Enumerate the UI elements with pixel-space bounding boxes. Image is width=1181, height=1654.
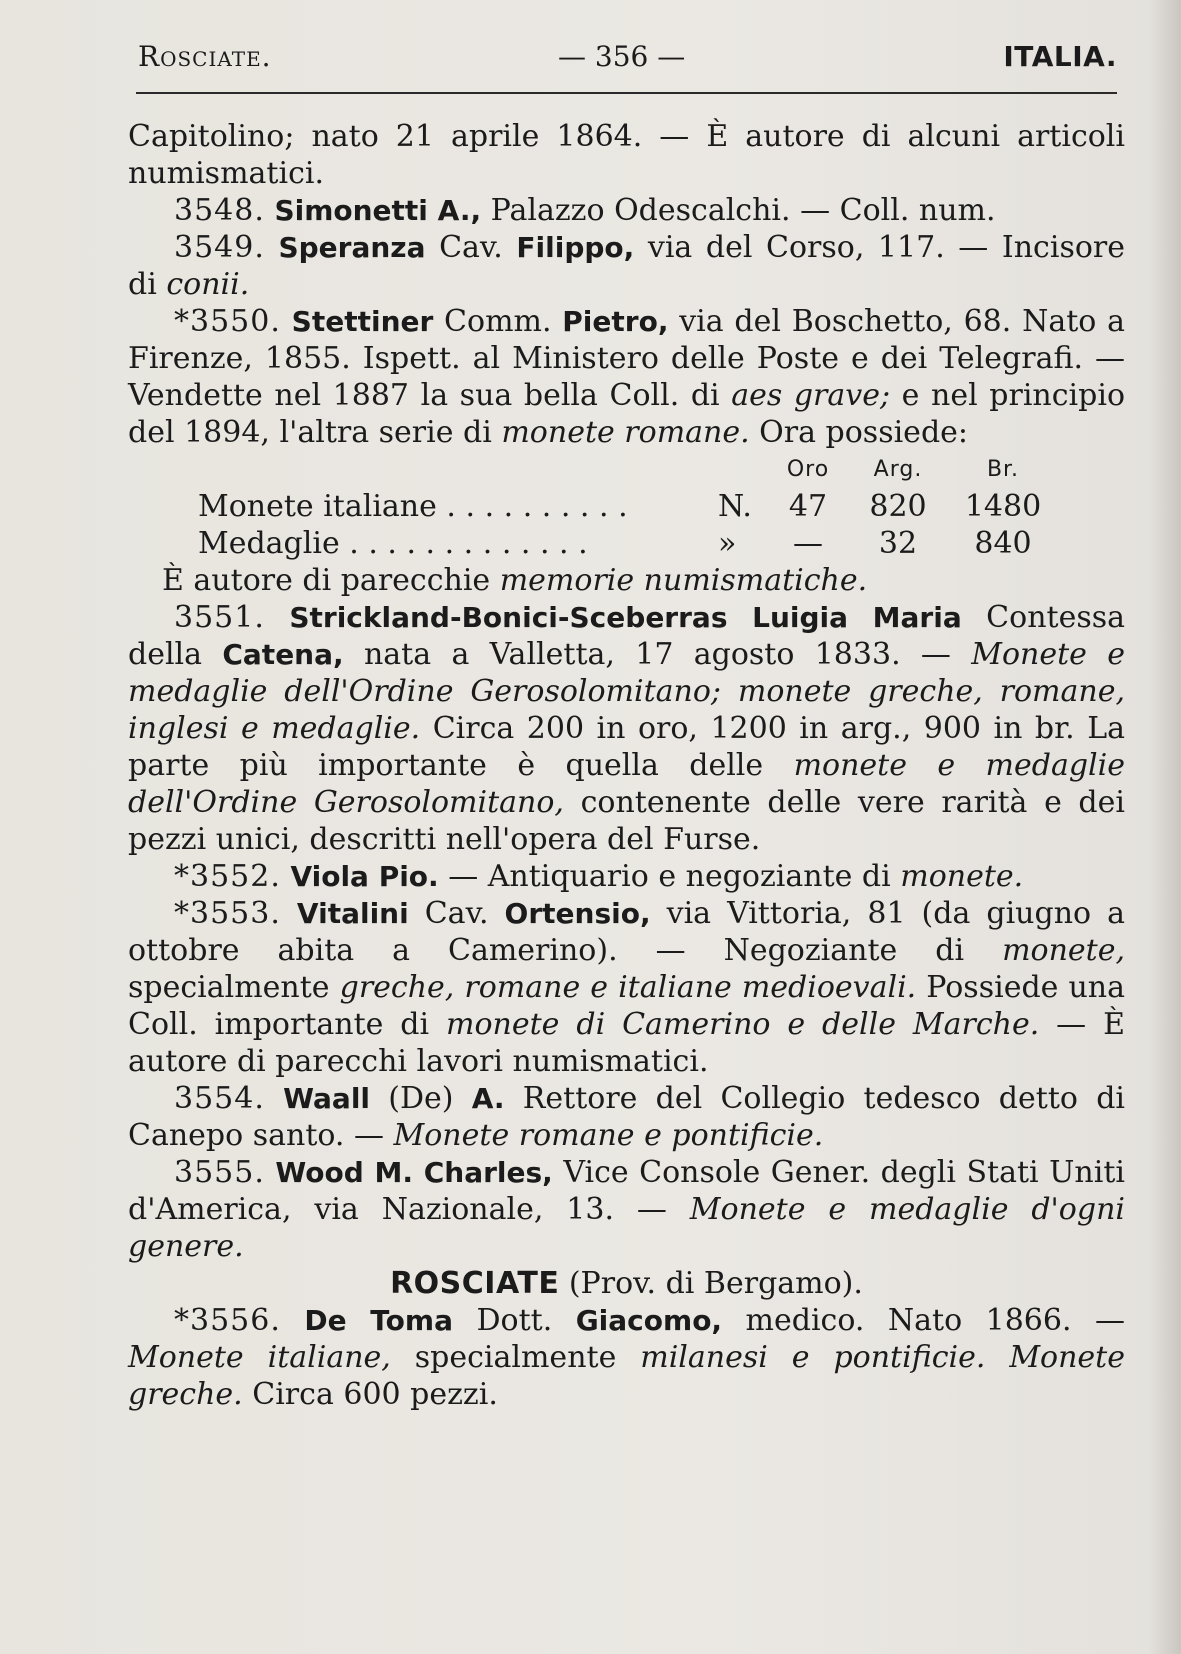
row-prefix: »	[718, 526, 737, 561]
entry-name: Filippo,	[516, 231, 635, 264]
continued-text: Capitolino; nato 21 aprile 1864. — È autore di alcuni articoli numismatici.	[128, 119, 1125, 191]
page-body	[128, 118, 1125, 1413]
entry-name: Waall	[283, 1082, 371, 1115]
entry-title: Comm.	[433, 304, 563, 339]
entry-text: medico. Nato 1866. —	[722, 1303, 1125, 1338]
entry-text: Circa 200 in oro, 1200 in arg., 900 in br. La parte più importante è quella delle	[128, 711, 1126, 783]
entry-number: *3552.	[174, 859, 281, 894]
entry-italic: Monete romane e pontificie.	[393, 1118, 824, 1153]
entry-text: Possiede una Coll. importante di	[128, 970, 1125, 1042]
entry-text: nata a Valletta, 17 agosto 1833. —	[343, 637, 972, 672]
table-row	[198, 488, 1053, 525]
entry-italic: monete di Camerino e delle Marche.	[446, 1007, 1040, 1042]
entry-name: Speranza	[278, 231, 426, 264]
entry-name: Giacomo,	[575, 1304, 723, 1337]
entry-italic: Monete e medaglie d'ogni genere.	[128, 1192, 1125, 1264]
entry-name: Strickland-Bonici-Sceberras Luigia Maria	[289, 601, 962, 634]
entry-number: 3551.	[174, 600, 265, 635]
section-subtitle: (Prov. di Bergamo).	[559, 1266, 863, 1301]
entry-number: 3549.	[174, 230, 265, 265]
entry-name: A.	[471, 1082, 505, 1115]
entry-number: 3554.	[174, 1081, 265, 1116]
entry-text: via del Boschetto, 68. Nato a Firenze, 1855. Ispett. al Ministero delle Poste e dei Telegrafi. — Vendette nel 1887 la sua bella Coll. di	[128, 304, 1125, 413]
entry-name: Ortensio,	[504, 897, 651, 930]
section-title: ROSCIATE	[390, 1266, 560, 1301]
header-right: ITALIA.	[1003, 40, 1117, 73]
entry-name: Viola Pio.	[290, 860, 439, 893]
running-header	[138, 40, 1117, 84]
entry-name: Simonetti A.,	[274, 194, 482, 227]
entry-3549	[128, 229, 1125, 303]
entry-number: *3550.	[174, 304, 281, 339]
col-header-br: Br.	[986, 457, 1020, 482]
header-rule	[136, 92, 1117, 94]
entry-text: via Vittoria, 81 (da giugno a ottobre abita a Camerino). — Negoziante di	[128, 896, 1125, 968]
entry-3552	[128, 858, 1125, 895]
entry-number: 3555.	[174, 1155, 265, 1190]
section-heading	[128, 1265, 1125, 1302]
entry-text: — È autore di parecchi lavori numismatici.	[128, 1007, 1125, 1079]
entry-text: via del Corso, 117. — Incisore di	[128, 230, 1125, 302]
entry-3554	[128, 1080, 1125, 1154]
entry-italic: Monete italiane,	[128, 1340, 391, 1375]
cell-br: 840	[974, 526, 1032, 561]
entry-title: Cav.	[408, 896, 505, 931]
header-left: Rosciate.	[138, 40, 272, 73]
entry-name: De Toma	[304, 1304, 453, 1337]
entry-italic: Monete e medaglie dell'Ordine Gerosolomitano; monete greche, romane, inglesi e medaglie.	[128, 637, 1125, 746]
entry-title: Contessa della	[128, 600, 1126, 672]
entry-name: Vitalini	[296, 897, 409, 930]
table-row	[198, 525, 1053, 562]
entry-number: *3553.	[174, 896, 281, 931]
entry-italic: conii.	[166, 267, 250, 302]
entry-title: Cav.	[425, 230, 517, 265]
entry-3550	[128, 303, 1125, 451]
entry-3555	[128, 1154, 1125, 1265]
entry-name: Stettiner	[291, 305, 434, 338]
table-header-row	[198, 451, 1053, 488]
entry-3550-note	[128, 562, 1125, 599]
page-gutter-shadow	[1149, 0, 1181, 1654]
holdings-table	[198, 451, 1053, 562]
page-number: — 356 —	[558, 40, 686, 73]
entry-italic: monete romane.	[501, 415, 750, 450]
col-header-oro: Oro	[786, 457, 830, 482]
row-prefix: N.	[718, 489, 752, 524]
entry-text: Ora possiede:	[749, 415, 969, 450]
entry-text: contenente delle vere rarità e dei pezzi unici, descritti nell'opera del Furse.	[128, 785, 1125, 857]
entry-italic: milanesi e pontificie. Monete greche.	[128, 1340, 1125, 1412]
entry-number: 3548.	[174, 193, 265, 228]
entry-text: e nel principio del 1894, l'altra serie di	[128, 378, 1126, 450]
cell-oro: 47	[788, 489, 828, 524]
entry-italic: monete,	[1002, 933, 1125, 968]
entry-italic: monete.	[900, 859, 1024, 894]
cell-oro: —	[793, 526, 823, 561]
entry-text: Rettore del Collegio tedesco detto di Canepo santo. —	[128, 1081, 1125, 1153]
entry-3551	[128, 599, 1125, 858]
entry-italic: aes grave;	[731, 378, 891, 413]
entry-3553	[128, 895, 1125, 1080]
entry-italic: memorie numismatiche.	[499, 563, 868, 598]
entry-italic: monete e medaglie dell'Ordine Gerosolomitano,	[128, 748, 1125, 820]
continued-entry	[128, 118, 1125, 192]
entry-text: — Antiquario e negoziante di	[438, 859, 901, 894]
entry-text: specialmente	[128, 970, 340, 1005]
cell-arg: 32	[878, 526, 918, 561]
entry-italic: greche, romane e italiane medioevali.	[339, 970, 917, 1005]
row-label: Medaglie . . . . . . . . . . . . .	[198, 526, 588, 561]
cell-br: 1480	[964, 489, 1042, 524]
row-label: Monete italiane . . . . . . . . . .	[198, 489, 628, 524]
entry-3556	[128, 1302, 1125, 1413]
entry-number: *3556.	[174, 1303, 281, 1338]
entry-text: È autore di parecchie	[162, 563, 500, 598]
entry-3548	[128, 192, 1125, 229]
col-header-arg: Arg.	[873, 457, 923, 482]
entry-text: Palazzo Odescalchi. — Coll. num.	[481, 193, 996, 228]
cell-arg: 820	[869, 489, 927, 524]
entry-name: Pietro,	[562, 305, 669, 338]
entry-title: (De)	[370, 1081, 472, 1116]
entry-name: Catena,	[222, 638, 344, 671]
entry-text: Vice Console Gener. degli Stati Uniti d'America, via Nazionale, 13. —	[128, 1155, 1125, 1227]
entry-name: Wood M. Charles,	[275, 1156, 553, 1189]
entry-text: Circa 600 pezzi.	[242, 1377, 498, 1412]
entry-title: Dott.	[452, 1303, 576, 1338]
entry-text: specialmente	[390, 1340, 641, 1375]
